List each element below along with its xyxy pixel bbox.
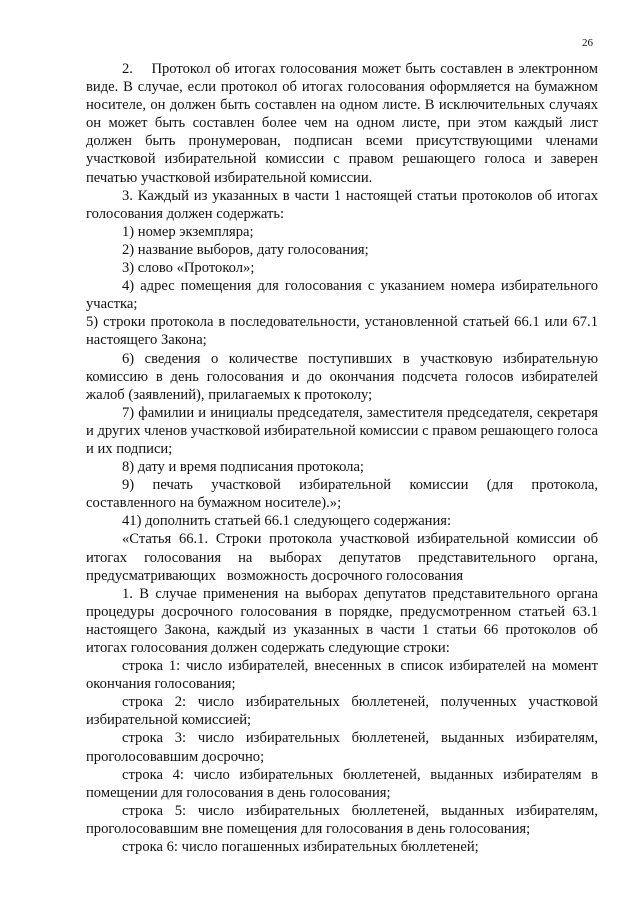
list-item-commission-seal: 9) печать участковой избирательной комиссии (для протокола, составленного на бумажном носителе).»;: [86, 477, 598, 512]
protocol-line-4: строка 4: число избирательных бюллетеней, выданных избирателям в помещении для голосования в день голосования;: [86, 766, 598, 801]
protocol-line-1: строка 1: число избирателей, внесенных в список избирателей на момент окончания голосования;: [86, 658, 598, 693]
article-66-1-part-1: 1. В случае применения на выборах депутатов представительного органа процедуры досрочного голосования в порядке, предусмотренном статьей 63.1 настоящего Закона, каждый из указанных в части 1 статьи 66 протоколов об итогах голосования должен содержать следующие строки:: [86, 585, 598, 656]
list-item-complaints-info: 6) сведения о количестве поступивших в участковую избирательную комиссию в день голосования и до окончания подсчета голосов избирателей жалоб (заявлений), прилагаемых к протоколу;: [86, 350, 598, 403]
page-number: 26: [582, 37, 593, 49]
list-item-member-signatures: 7) фамилии и инициалы председателя, заместителя председателя, секретаря и других членов участковой избирательной комиссии с правом решающего голоса и их подписи;: [86, 404, 599, 457]
protocol-line-5: строка 5: число избирательных бюллетеней, выданных избирателям, проголосовавшим вне помещения для голосования в день голосования;: [86, 802, 598, 837]
protocol-line-3: строка 3: число избирательных бюллетеней, выданных избирателям, проголосовавшим досрочно;: [86, 730, 598, 765]
paragraph-protocol-electronic-form: 2. Протокол об итогах голосования может быть составлен в электронном виде. В случае, если протокол об итогах голосования оформляется на бумажном носителе, он должен быть составлен на одном листе. В исключительных случаях он может быть составлен более чем на одном листе, при этом каждый лист должен быть пронумерован, подписан всеми присутствующими членами участковой избирательной комиссии с правом решающего голоса и заверен печатью участковой избирательной комиссии.: [86, 61, 598, 186]
paragraph-protocol-contents-intro: 3. Каждый из указанных в части 1 настоящей статьи протоколов об итогах голосования должен содержать:: [86, 187, 598, 222]
protocol-line-2: строка 2: число избирательных бюллетеней, полученных участковой избирательной комиссией;: [86, 694, 598, 729]
list-item-voting-address: 4) адрес помещения для голосования с указанием номера избирательного участка;: [86, 278, 598, 313]
article-66-1-heading: «Статья 66.1. Строки протокола участковой избирательной комиссии об итогах голосования на выборах депутатов представительного органа, предусматривающих возможность досрочного голосования: [86, 531, 598, 584]
list-item-copy-number: 1) номер экземпляра;: [122, 223, 254, 240]
paragraph-amendment-41: 41) дополнить статьей 66.1 следующего содержания:: [122, 513, 452, 530]
protocol-line-6: строка 6: число погашенных избирательных бюллетеней;: [122, 839, 479, 856]
list-item-signing-datetime: 8) дату и время подписания протокола;: [122, 459, 364, 476]
list-item-protocol-lines: 5) строки протокола в последовательности, установленной статьей 66.1 или 67.1 настоящего Закона;: [86, 314, 598, 349]
list-item-election-name-date: 2) название выборов, дату голосования;: [122, 241, 369, 258]
document-body: [86, 60, 598, 856]
list-item-word-protocol: 3) слово «Протокол»;: [122, 260, 255, 277]
